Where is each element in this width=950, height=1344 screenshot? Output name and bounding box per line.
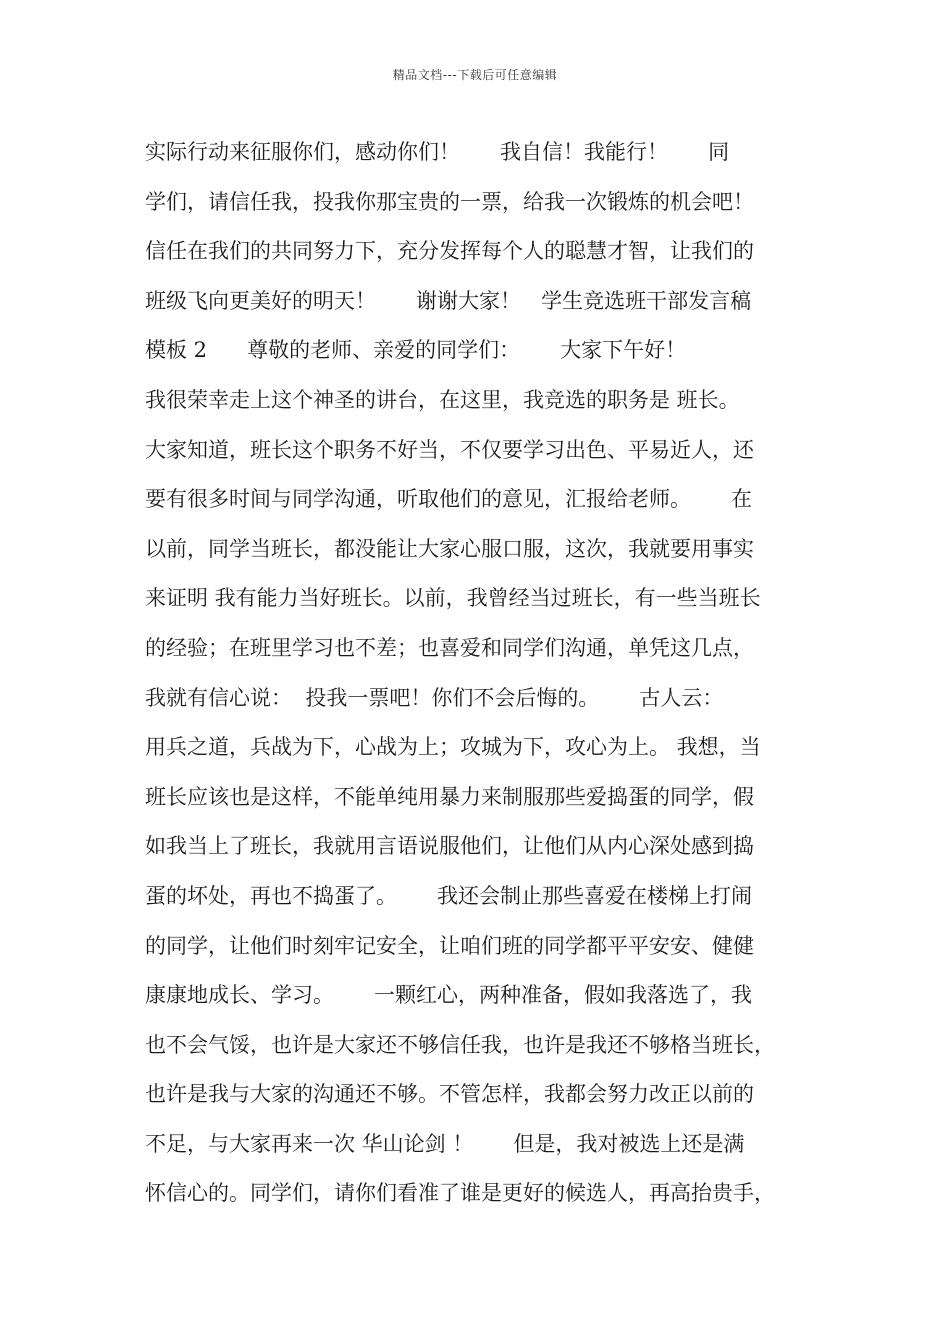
text-line: 模板 2 尊敬的老师、亲爱的同学们： 大家下午好！	[145, 338, 687, 363]
text-line: 以前，同学当班长，都没能让大家心服口服，这次，我就要用事实	[145, 536, 754, 561]
text-line: 蛋的坏处，再也不捣蛋了。 我还会制止那些喜爱在楼梯上打闹	[145, 883, 753, 908]
text-line: 的经验；在班里学习也不差；也喜爱和同学们沟通，单凭这几点，	[145, 635, 754, 660]
text-line: 的同学，让他们时刻牢记安全，让咱们班的同学都平平安安、健健	[145, 933, 754, 958]
text-line: 信任在我们的共同努力下，充分发挥每个人的聪慧才智，让我们的	[145, 239, 754, 264]
text-line: 康康地成长、学习。 一颗红心，两种准备，假如我落选了，我	[145, 983, 753, 1008]
text-line: 也不会气馁，也许是大家还不够信任我，也许是我还不够格当班长，	[145, 1032, 775, 1057]
text-line: 班长应该也是这样，不能单纯用暴力来制服那些爱捣蛋的同学，假	[145, 784, 754, 809]
text-line: 班级飞向更美好的明天！ 谢谢大家！ 学生竞选班干部发言稿	[145, 288, 752, 313]
text-line: 也许是我与大家的沟通还不够。不管怎样，我都会努力改正以前的	[145, 1082, 754, 1107]
text-line: 用兵之道，兵战为下，心战为上；攻城为下，攻心为上。 我想，当	[145, 735, 761, 760]
body-text	[145, 128, 825, 1219]
text-line: 我很荣幸走上这个神圣的讲台，在这里，我竞选的职务是 班长。	[145, 387, 740, 412]
text-line: 我就有信心说： 投我一票吧！你们不会后悔的。 古人云：	[145, 685, 724, 710]
page-header: 精品文档---下载后可任意编辑	[392, 68, 558, 82]
text-line: 怀信心的。同学们，请你们看准了谁是更好的候选人，再高抬贵手，	[145, 1181, 775, 1206]
text-line: 学们，请信任我，投我你那宝贵的一票，给我一次锻炼的机会吧！	[145, 189, 754, 214]
text-line: 要有很多时间与同学沟通，听取他们的意见，汇报给老师。 在	[145, 487, 753, 512]
text-line: 实际行动来征服你们，感动你们！ 我自信！我能行！ 同	[145, 140, 730, 164]
text-line: 不足，与大家再来一次 华山论剑 ！ 但是，我对被选上还是满	[145, 1131, 745, 1156]
text-line: 如我当上了班长，我就用言语说服他们，让他们从内心深处感到捣	[145, 834, 754, 859]
text-line: 大家知道，班长这个职务不好当，不仅要学习出色、平易近人，还	[145, 437, 754, 462]
text-line: 来证明 我有能力当好班长。以前，我曾经当过班长，有一些当班长	[145, 586, 761, 611]
